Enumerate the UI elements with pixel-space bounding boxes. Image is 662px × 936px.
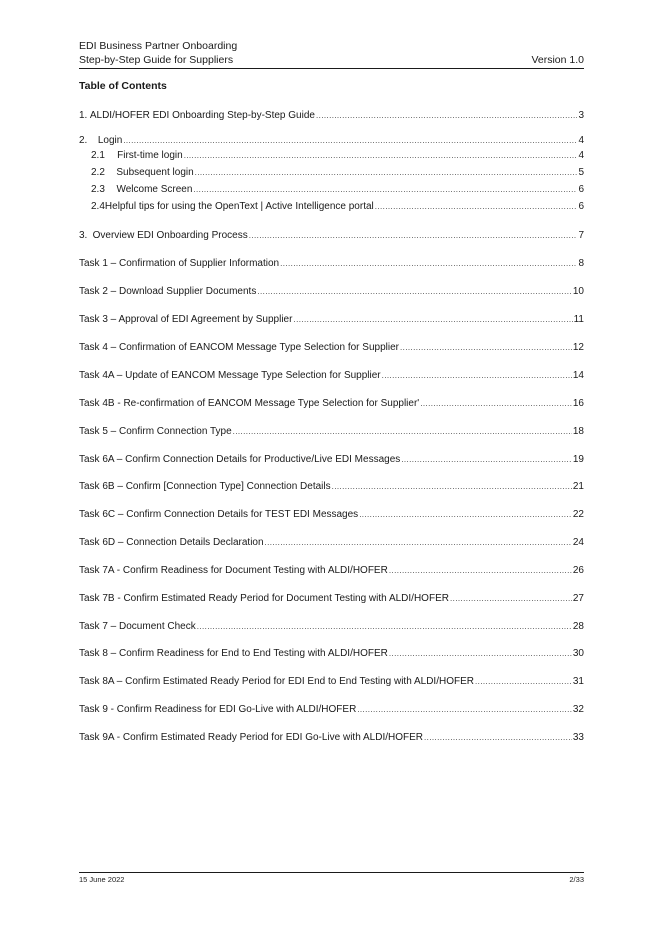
toc-entry-title: Task 6A – Confirm Connection Details for Productive/Live EDI Messages [79,454,401,465]
toc-entry-title: Task 4 – Confirmation of EANCOM Message Type Selection for Supplier [79,342,399,353]
toc-entry-title: Task 3 – Approval of EDI Agreement by Supplier [79,314,293,325]
toc-dot-leader [249,229,578,242]
toc-entry[interactable] [79,647,584,660]
toc-dot-leader [197,620,572,633]
toc-entry-page: 5 [578,167,584,178]
toc-entry[interactable] [79,536,584,549]
toc-dot-leader [359,508,572,521]
document-title: EDI Business Partner Onboarding [79,40,238,52]
toc-entry-page: 26 [572,565,584,576]
toc-entry[interactable] [79,313,584,326]
toc-dot-leader [401,453,572,466]
toc-dot-leader [257,285,572,298]
toc-dot-leader [382,369,572,382]
footer-date: 15 June 2022 [79,875,125,884]
toc-entry[interactable] [79,257,584,270]
toc-dot-leader [420,397,572,410]
toc-entry[interactable] [79,229,584,242]
toc-entry-page: 19 [572,454,584,465]
toc-dot-leader [332,480,572,493]
header-rule [79,68,584,69]
toc-entry-page: 12 [572,342,584,353]
toc-dot-leader [233,425,572,438]
toc-entry-page: 11 [573,314,584,325]
toc-dot-leader [123,134,577,147]
toc-entry-title: Overview EDI Onboarding Process [92,230,248,241]
document-version: Version 1.0 [531,53,584,66]
toc-dot-leader [193,183,577,196]
toc-entry-title: ALDI/HOFER EDI Onboarding Step-by-Step Guide [89,110,315,121]
toc-entry-title: Task 7A - Confirm Readiness for Document Testing with ALDI/HOFER [79,565,388,576]
toc-dot-leader [316,109,577,122]
toc-dot-leader [389,564,572,577]
toc-entry-number: 2.2 [91,167,105,178]
toc-entry[interactable] [79,731,584,744]
toc-entry-page: 3 [578,110,584,121]
toc-entry-title: Task 7B - Confirm Estimated Ready Period for Document Testing with ALDI/HOFER [79,593,449,604]
toc-entry-title: Task 4A – Update of EANCOM Message Type Selection for Supplier [79,370,381,381]
toc-entry-number: 2. [79,135,88,146]
toc-entry[interactable] [79,109,584,122]
toc-entry[interactable] [79,134,584,147]
toc-dot-leader [400,341,572,354]
document-subtitle: Step-by-Step Guide for Suppliers [79,53,234,66]
toc-entry[interactable] [79,285,584,298]
toc-entry-page: 30 [572,648,584,659]
toc-entry-title: Task 8A – Confirm Estimated Ready Period for EDI End to End Testing with ALDI/HOFER [79,676,474,687]
toc-entry-title: Task 4B - Re-confirmation of EANCOM Message Type Selection for Supplier' [79,398,420,409]
toc-heading: Table of Contents [79,80,167,92]
toc-entry-page: 14 [572,370,584,381]
footer-rule [79,872,584,873]
toc-dot-leader [265,536,572,549]
page-header [79,40,584,67]
toc-dot-leader [389,647,572,660]
toc-entry-title: Task 5 – Confirm Connection Type [79,426,232,437]
toc-entry-page: 6 [578,201,584,212]
toc-entry-number: 2.4 [91,201,105,212]
toc-entry-page: 16 [572,398,584,409]
toc-entry-page: 21 [572,481,584,492]
toc-dot-leader [424,731,572,744]
toc-entry[interactable] [79,620,584,633]
toc-entry-page: 24 [572,537,584,548]
toc-entry[interactable] [79,369,584,382]
toc-entry-title: Task 1 – Confirmation of Supplier Information [79,258,280,269]
toc-entry-title: Task 2 – Download Supplier Documents [79,286,257,297]
toc-entry-page: 32 [572,704,584,715]
toc-entry-title: Login [97,135,123,146]
toc-dot-leader [450,592,572,605]
toc-dot-leader [280,257,577,270]
toc-entry-page: 4 [578,135,584,146]
toc-entry[interactable] [79,480,584,493]
toc-entry-title: Task 9 - Confirm Readiness for EDI Go-Live with ALDI/HOFER [79,704,357,715]
toc-entry[interactable] [79,564,584,577]
toc-entry-page: 8 [578,258,584,269]
toc-entry-title: Subsequent login [116,167,194,178]
toc-entry-page: 22 [572,509,584,520]
toc-entry-title: Task 7 – Document Check [79,621,196,632]
toc-entry-title: Task 6D – Connection Details Declaration [79,537,264,548]
toc-dot-leader [475,675,572,688]
toc-entry-number: 2.1 [91,150,105,161]
toc-entry-title: Task 6C – Confirm Connection Details for TEST EDI Messages [79,509,359,520]
toc-entry[interactable] [79,703,584,716]
toc-entry-number: 3. [79,230,88,241]
toc-dot-leader [195,166,578,179]
toc-entry[interactable] [79,149,584,162]
page-number: 2/33 [569,875,584,884]
toc-entry-title: Helpful tips for using the OpenText | Active Intelligence portal [104,201,374,212]
toc-entry-title: Task 6B – Confirm [Connection Type] Connection Details [79,481,331,492]
page-footer [79,875,584,884]
toc-entry-title: Task 9A - Confirm Estimated Ready Period for EDI Go-Live with ALDI/HOFER [79,732,424,743]
toc-entry-page: 27 [572,593,584,604]
toc-entry-page: 6 [578,184,584,195]
toc-entry-page: 28 [572,621,584,632]
toc-entry-title: Welcome Screen [116,184,193,195]
toc-dot-leader [293,313,572,326]
toc-entry[interactable] [79,592,584,605]
toc-entry[interactable] [79,508,584,521]
toc-entry-page: 18 [572,426,584,437]
toc-entry-page: 10 [572,286,584,297]
toc-entry[interactable] [79,183,584,196]
toc-dot-leader [375,200,578,213]
header-line-2 [79,54,584,68]
toc-entry-page: 31 [572,676,584,687]
toc-entry[interactable] [79,341,584,354]
toc-entry[interactable] [79,675,584,688]
toc-entry-title: First-time login [117,150,183,161]
toc-entry-page: 4 [578,150,584,161]
toc-entry[interactable] [79,425,584,438]
toc-entry[interactable] [79,397,584,410]
toc-entry-page: 33 [572,732,584,743]
toc-dot-leader [184,149,578,162]
toc-entry-page: 7 [578,230,584,241]
toc-entry-number: 2.3 [91,184,105,195]
toc-entry[interactable] [79,200,584,213]
toc-entry[interactable] [79,453,584,466]
toc-entry-title: Task 8 – Confirm Readiness for End to End Testing with ALDI/HOFER [79,648,388,659]
toc-dot-leader [357,703,572,716]
toc-entry[interactable] [79,166,584,179]
toc-entry-number: 1. [79,110,88,121]
